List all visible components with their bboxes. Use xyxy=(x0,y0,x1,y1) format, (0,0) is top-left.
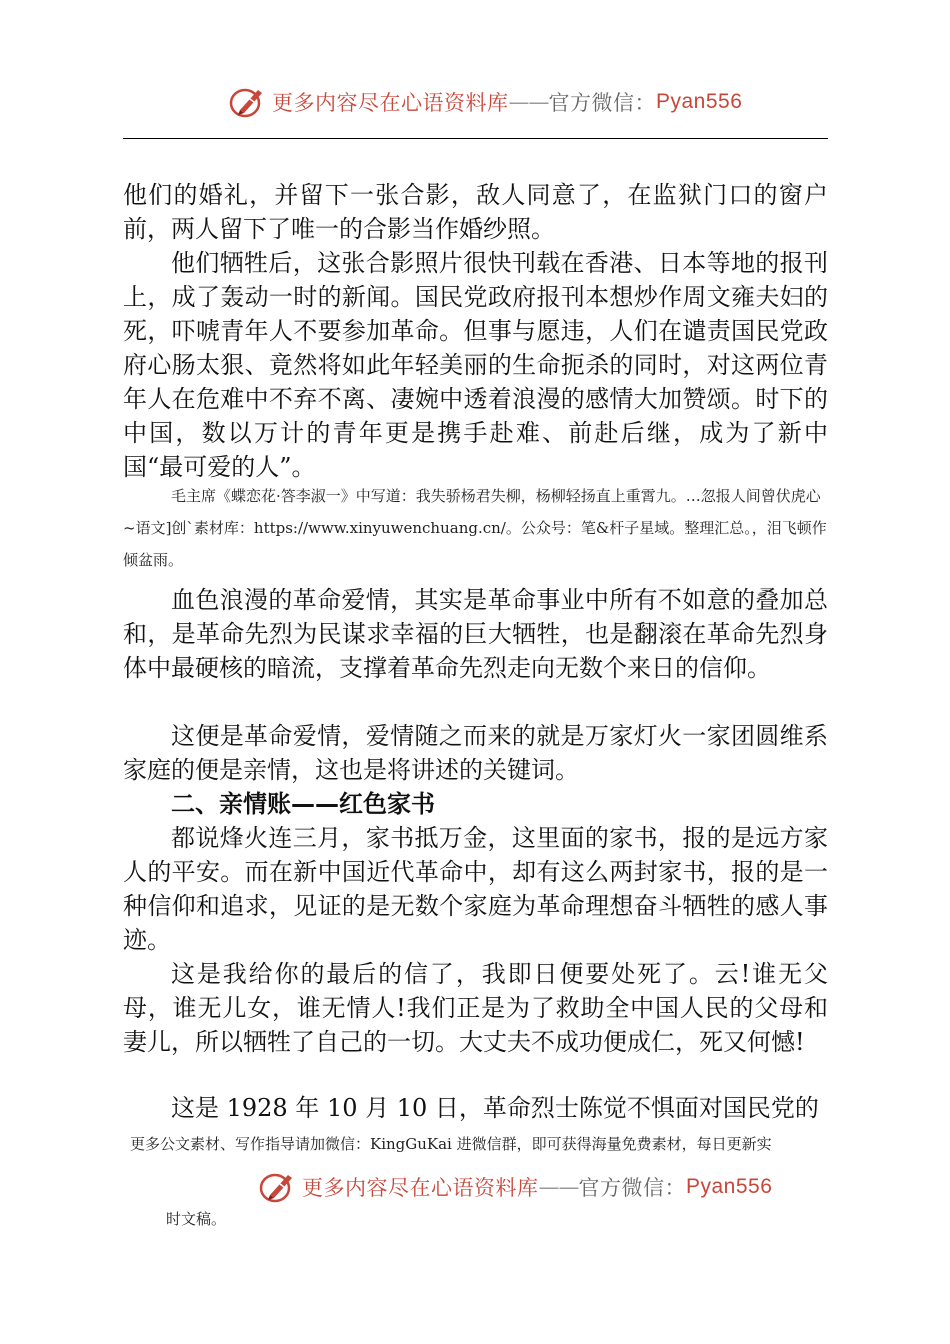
paragraph-7: 这是 1928 年 10 月 10 日，革命烈士陈觉不惧面对国民党的 xyxy=(171,1094,819,1122)
pen-nib-circle-logo-icon xyxy=(228,84,268,120)
footer-brand xyxy=(258,1169,772,1205)
inserted-note: 毛主席《蝶恋花·答李淑一》中写道：我失骄杨君失柳，杨柳轻扬直上重霄九。…忽报人间曾伏虎心~语文]创`素材库：https://www.xinyuwenchuang.cn/。公众号：笔&杆子星域。整理汇总。，泪飞顿作倾盆雨。 xyxy=(123,487,827,569)
paragraph-6: 这是我给你的最后的信了，我即日便要处死了。云!谁无父母，谁无儿女，谁无情人!我们正是为了救助全中国人民的父母和妻儿，所以牺牲了自己的一切。大丈夫不成功便成仁，死又何憾! xyxy=(123,960,828,1056)
paragraph-4: 这便是革命爱情，爱情随之而来的就是万家灯火一家团圆维系家庭的便是亲情，这也是将讲述的关键词。 xyxy=(123,722,828,784)
brand-official-label: 官方微信： xyxy=(548,91,656,115)
brand-separator: —— xyxy=(538,1175,579,1199)
brand-separator: —— xyxy=(508,90,549,114)
paragraph-1: 他们的婚礼，并留下一张合影，敌人同意了，在监狱门口的窗户前，两人留下了唯一的合影当作婚纱照。 xyxy=(123,181,828,243)
header-rule xyxy=(123,138,828,139)
brand-wechat-id: Pyan556 xyxy=(656,90,743,113)
brand-official-label: 官方微信： xyxy=(578,1176,686,1200)
paragraph-3: 血色浪漫的革命爱情，其实是革命事业中所有不如意的叠加总和，是革命先烈为民谋求幸福的巨大牺牲，也是翻滚在革命先烈身体中最硬核的暗流，支撑着革命先烈走向无数个来日的信仰。 xyxy=(123,586,828,682)
footer-line-2: 时文稿。 xyxy=(166,1210,227,1228)
paragraph-2: 他们牺牲后，这张合影照片很快刊载在香港、日本等地的报刊上，成了轰动一时的新闻。国民党政府报刊本想炒作周文雍夫妇的死，吓唬青年人不要参加革命。但事与愿违，人们在谴责国民党政府心肠太狠、竟然将如此年轻美丽的生命扼杀的同时，对这两位青年人在危难中不弃不离、凄婉中透着浪漫的感情大加赞颂。时下的中国，数以万计的青年更是携手赴难、前赴后继，成为了新中国“最可爱的人”。 xyxy=(123,249,828,481)
footer-line-1: 更多公文素材、写作指导请加微信：KingGuKai 进微信群，即可获得海量免费素材，每日更新实 xyxy=(130,1135,772,1153)
brand-wechat-id: Pyan556 xyxy=(686,1175,773,1198)
brand-title: 更多内容尽在心语资料库 xyxy=(302,1176,539,1200)
paragraph-5: 都说烽火连三月，家书抵万金，这里面的家书，报的是远方家人的平安。而在新中国近代革命中，却有这么两封家书，报的是一种信仰和追求，见证的是无数个家庭为革命理想奋斗牺牲的感人事迹。 xyxy=(123,824,828,954)
header-brand xyxy=(228,84,742,120)
section-heading: 二、亲情账——红色家书 xyxy=(171,790,435,818)
pen-nib-circle-logo-icon xyxy=(258,1169,298,1205)
brand-title: 更多内容尽在心语资料库 xyxy=(272,91,509,115)
